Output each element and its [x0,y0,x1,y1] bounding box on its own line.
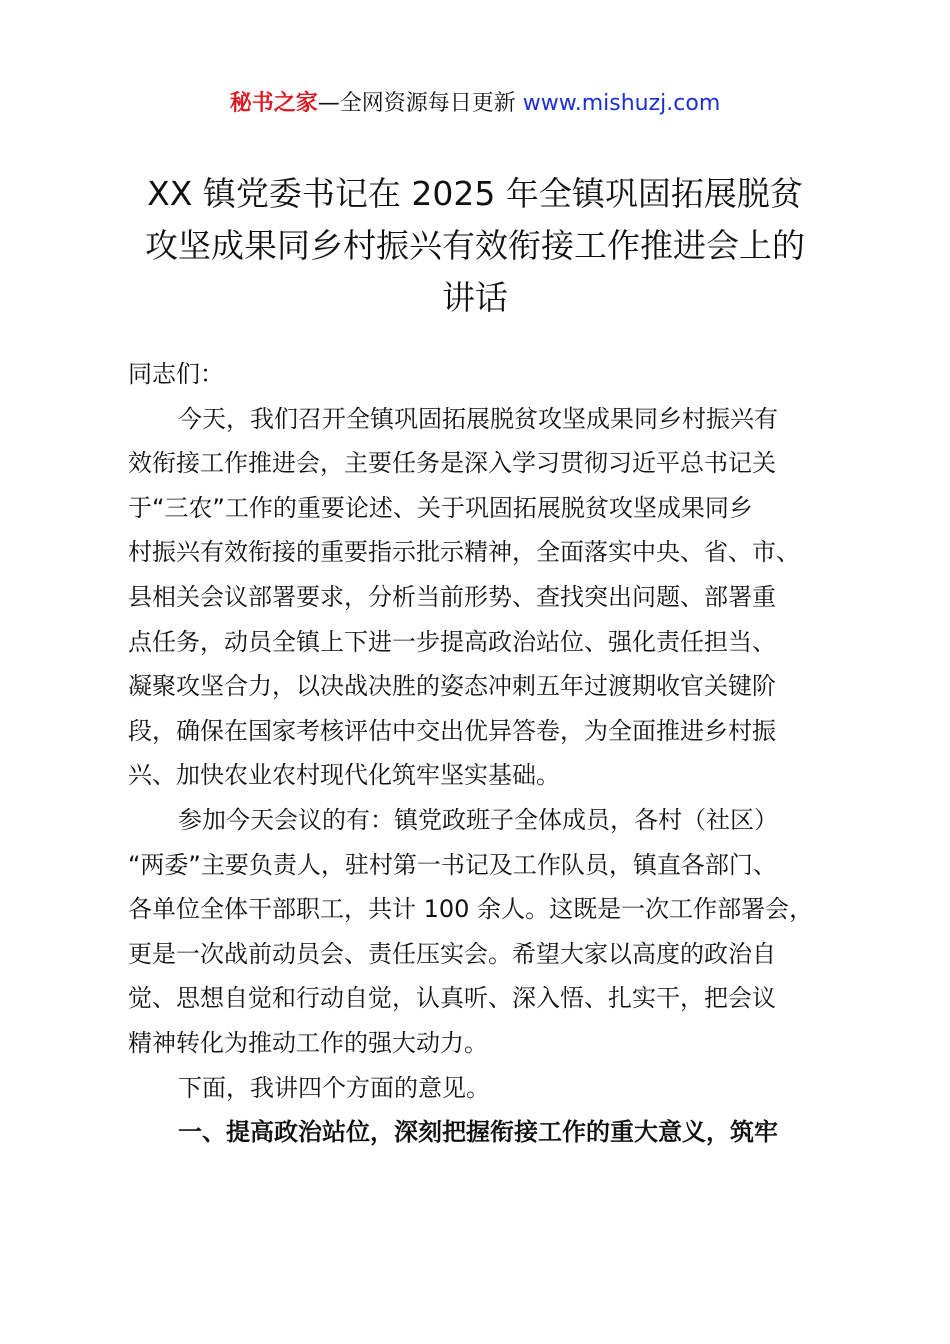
paragraph-attendees [128,798,828,1066]
document-body [128,352,828,1155]
paragraph-line: 凝聚攻坚合力，以决战决胜的姿态冲刺五年过渡期收官关键阶 [128,672,776,701]
title-line: 攻坚成果同乡村振兴有效衔接工作推进会上的 [145,226,805,265]
paragraph-line: 效衔接工作推进会，主要任务是深入学习贯彻习近平总书记关 [128,449,776,478]
paragraph-opening [128,397,828,798]
paragraph-line: 村振兴有效衔接的重要指示批示精神，全面落实中央、省、市、 [128,538,800,567]
paragraph-line: 参加今天会议的有：镇党政班子全体成员，各村（社区） [178,805,778,834]
site-url[interactable]: www.mishuzj.com [522,91,721,116]
header-tagline: —全网资源每日更新 [317,91,523,116]
brand-name: 秘书之家 [229,91,318,116]
paragraph-line: 各单位全体干部职工，共计 100 余人。这既是一次工作部署会， [128,895,814,924]
paragraph-line: 于“三农”工作的重要论述、关于巩固拓展脱贫攻坚成果同乡 [128,493,753,522]
salutation: 同志们： [128,360,224,388]
paragraph-intro: 下面，我讲四个方面的意见。 [178,1073,490,1102]
paragraph-line: 县相关会议部署要求，分析当前形势、查找突出问题、部署重 [128,582,776,611]
title-line: 讲话 [442,278,508,317]
paragraph-line: 兴、加快农业农村现代化筑牢坚实基础。 [128,761,560,790]
paragraph-line: 点任务，动员全镇上下进一步提高政治站位、强化责任担当、 [128,627,776,656]
paragraph-line: “两委”主要负责人，驻村第一书记及工作队员，镇直各部门、 [128,850,777,879]
document-title [110,168,840,324]
section-heading-1: 一、提高政治站位，深刻把握衔接工作的重大意义，筑牢 [178,1118,778,1147]
paragraph-line: 段，确保在国家考核评估中交出优异答卷，为全面推进乡村振 [128,716,776,745]
paragraph-line: 更是一次战前动员会、责任压实会。希望大家以高度的政治自 [128,939,776,968]
title-line: XX 镇党委书记在 2025 年全镇巩固拓展脱贫 [147,174,803,213]
paragraph-line: 觉、思想自觉和行动自觉，认真听、深入悟、扎实干，把会议 [128,984,776,1013]
paragraph-line: 今天，我们召开全镇巩固拓展脱贫攻坚成果同乡村振兴有 [178,404,778,433]
site-header [0,88,950,120]
paragraph-line: 精神转化为推动工作的强大动力。 [128,1028,488,1057]
